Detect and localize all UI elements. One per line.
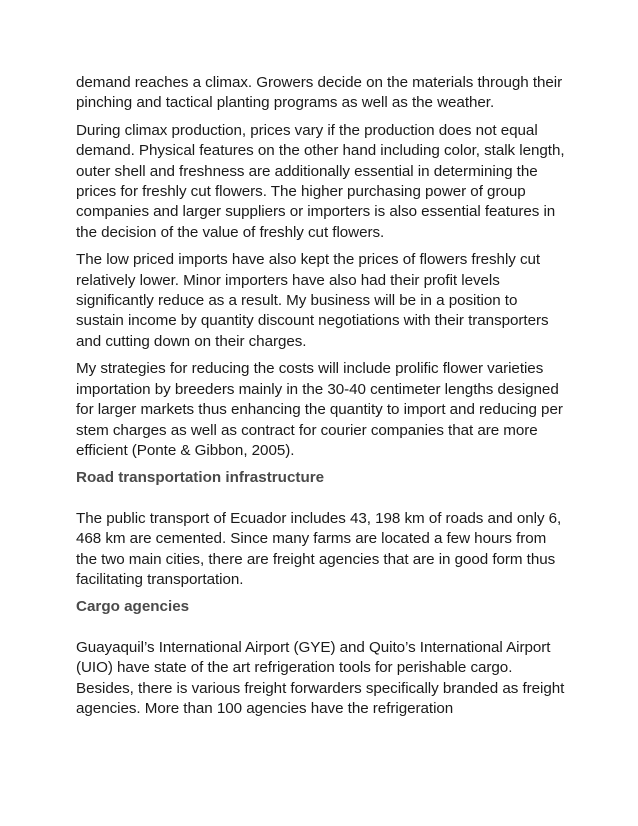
paragraph-demand-climax: demand reaches a climax. Growers decide on the materials through their pinching and tactical planting programs as well as the weather. (76, 74, 563, 112)
heading-cargo-agencies: Cargo agencies (76, 598, 190, 616)
paragraph-cost-strategies: My strategies for reducing the costs will include prolific flower varieties importation by breeders mainly in the 30-40 centimeter lengths designed for larger markets thus enhancing the quantity to import and reducing per stem charges as well as contract for courier companies that are more efficient (Ponte & Gibbon, 2005). (76, 360, 563, 459)
heading-road-transportation: Road transportation infrastructure (76, 469, 325, 487)
paragraph-climax-production: During climax production, prices vary if the production does not equal demand. Physical features on the other hand including color, stalk length, outer shell and freshness are additionally essential in determining the prices for freshly cut flowers. The higher purchasing power of group companies and larger suppliers or importers is also essential features in the decision of the value of freshly cut flowers. (76, 121, 565, 241)
document-page (76, 73, 566, 726)
paragraph-low-priced-imports: The low priced imports have also kept the prices of flowers freshly cut relatively lower. Minor importers have also had their profit levels significantly reduce as a result. My business will be in a position to sustain income by quantity discount negotiations with their transporters and cutting down on their charges. (76, 251, 549, 350)
paragraph-road-transportation: The public transport of Ecuador includes 43, 198 km of roads and only 6, 468 km are cemented. Since many farms are located a few hours from the two main cities, there are freight agencies that are in good form thus facilitating transportation. (76, 509, 562, 588)
paragraph-cargo-agencies: Guayaquil’s International Airport (GYE) and Quito’s International Airport (UIO) have state of the art refrigeration tools for perishable cargo. Besides, there is various freight forwarders specifically branded as freight agencies. More than 100 agencies have the refrigeration (76, 638, 565, 717)
